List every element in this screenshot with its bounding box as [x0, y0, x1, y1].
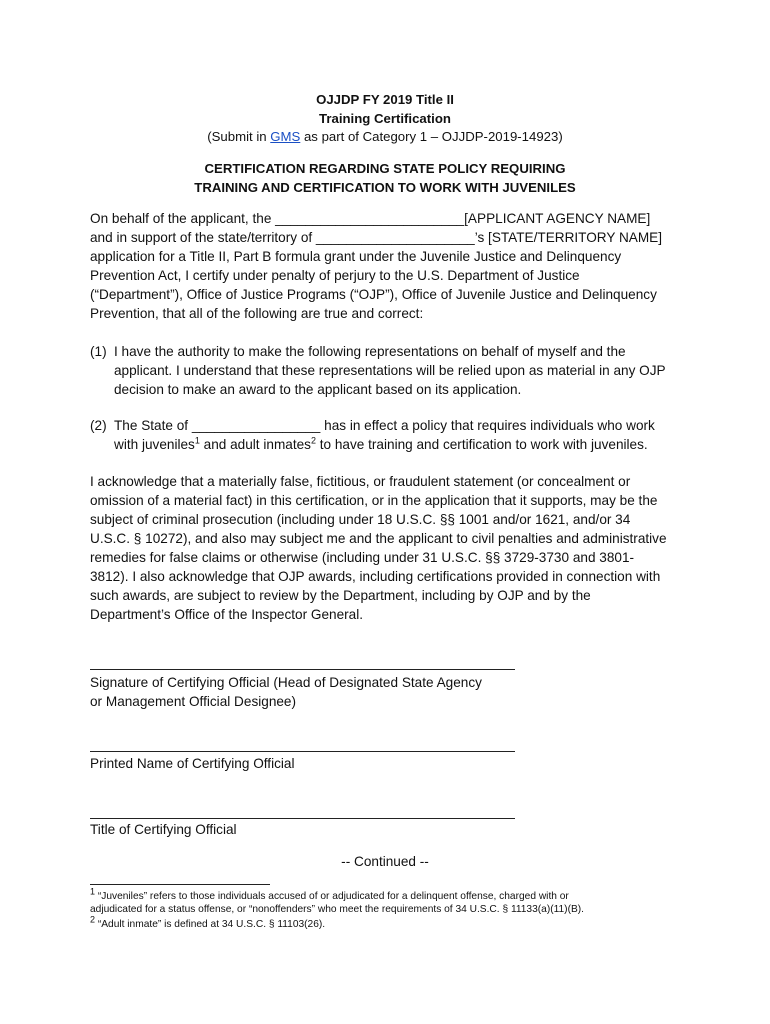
intro-line: On behalf of the applicant, the _________________________[APPLICANT AGENCY NAME]: [90, 211, 651, 226]
footnote-text: “Juveniles” refers to those individuals accused of or adjudicated for a delinquent offense, charged with or: [95, 891, 569, 902]
item-line: decision to make an award to the applicant based on its application.: [114, 382, 522, 397]
submission-note: [0, 127, 770, 146]
item-text: and adult inmates: [199, 437, 311, 452]
footnote-mark: 2: [90, 914, 96, 925]
certification-item-1: [90, 342, 690, 399]
ack-line: 3812). I also acknowledge that OJP awards, including certifications provided in connection with: [90, 569, 661, 584]
certification-heading-line1: CERTIFICATION REGARDING STATE POLICY REQUIRING: [204, 161, 566, 176]
footnote-line: [90, 886, 690, 903]
printed-name-line[interactable]: [90, 751, 515, 752]
intro-line: application for a Title II, Part B formula grant under the Juvenile Justice and Delinquency: [90, 249, 622, 264]
item-number: (2): [90, 418, 107, 433]
intro-line: Prevention, that all of the following are true and correct:: [90, 306, 424, 321]
item-line: [114, 435, 690, 454]
ack-line: subject of criminal prosecution (including under 18 U.S.C. §§ 1001 and/or 1621, and/or 34: [90, 512, 631, 527]
ack-line: such awards, are subject to review by the Department, including by OJP and by the: [90, 588, 591, 603]
intro-line: (“Department”), Office of Justice Programs (“OJP”), Office of Juvenile Justice and Delinquency: [90, 287, 657, 302]
item-line: I have the authority to make the following representations on behalf of myself and the: [114, 344, 626, 359]
ack-line: omission of a material fact) in this certification, or in the application that it supports, may be the: [90, 493, 658, 508]
item-line: The State of _________________ has in effect a policy that requires individuals who work: [114, 418, 655, 433]
footnote-line: adjudicated for a status offense, or “nonoffenders” who meet the requirements of 34 U.S.C. § 11133(a)(11)(B).: [90, 904, 584, 915]
form-title: OJJDP FY 2019 Title II: [316, 92, 454, 107]
certification-heading-line2: TRAINING AND CERTIFICATION TO WORK WITH JUVENILES: [194, 180, 576, 195]
signature-label-line: or Management Official Designee): [90, 694, 297, 709]
ack-line: U.S.C. § 10272), and also may subject me and the applicant to civil penalties and administrative: [90, 531, 667, 546]
certification-item-2: [90, 416, 690, 454]
ack-line: I acknowledge that a materially false, fictitious, or fraudulent statement (or concealment or: [90, 474, 631, 489]
item-number: (1): [90, 344, 107, 359]
intro-line: Prevention Act, I certify under penalty of perjury to the U.S. Department of Justice: [90, 268, 580, 283]
intro-paragraph: [90, 209, 690, 323]
footnote-2: [90, 914, 690, 931]
item-line: applicant. I understand that these representations will be relied upon as material in any OJP: [114, 363, 666, 378]
signature-line[interactable]: [90, 669, 515, 670]
continued-note: -- Continued --: [341, 854, 429, 869]
footnote-mark: 1: [90, 886, 96, 897]
acknowledgement-paragraph: [90, 472, 690, 624]
item-text: with juveniles: [114, 437, 195, 452]
submission-note-suffix: as part of Category 1 – OJJDP-2019-14923): [300, 129, 563, 144]
footnote-1: [90, 886, 690, 916]
form-subtitle: Training Certification: [319, 111, 451, 126]
gms-link[interactable]: GMS: [270, 129, 301, 144]
submission-note-prefix: (Submit in: [207, 129, 271, 144]
footnote-separator: [90, 884, 270, 885]
footnote-line: [90, 914, 690, 931]
signature-label-line: Signature of Certifying Official (Head of Designated State Agency: [90, 675, 482, 690]
printed-name-label: Printed Name of Certifying Official: [90, 756, 295, 771]
title-label: Title of Certifying Official: [90, 822, 237, 837]
intro-line: and in support of the state/territory of _____________________’s [STATE/TERRITORY NAME]: [90, 230, 663, 245]
item-text: to have training and certification to work with juveniles.: [315, 437, 648, 452]
signature-label: [90, 673, 550, 711]
ack-line: Department’s Office of the Inspector General.: [90, 607, 364, 622]
footnote-ref-1[interactable]: 1: [194, 435, 200, 446]
title-line[interactable]: [90, 818, 515, 819]
footnote-ref-2[interactable]: 2: [310, 435, 316, 446]
footnote-text: “Adult inmate” is defined at 34 U.S.C. § 11103(26).: [95, 919, 326, 930]
ack-line: remedies for false claims or otherwise (including under 31 U.S.C. §§ 3729-3730 and 3801-: [90, 550, 635, 565]
